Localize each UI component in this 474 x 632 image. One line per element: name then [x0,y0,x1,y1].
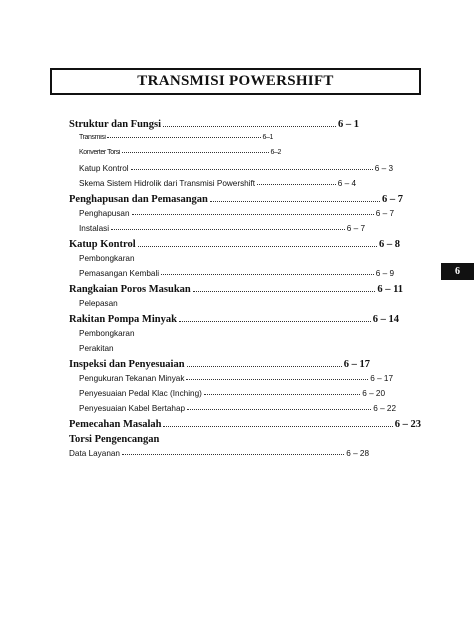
toc-entry-pemasangan-kembali[interactable]: Pemasangan Kembali 6 – 9 [79,269,394,278]
page-title: TRANSMISI POWERSHIFT [137,73,334,89]
dot-leader [204,394,360,395]
toc-entry-penyesuaian-kabel-bertahap[interactable]: Penyesuaian Kabel Bertahap 6 – 22 [79,404,396,413]
toc-entry-pemecahan-masalah[interactable]: Pemecahan Masalah 6 – 23 [69,419,421,430]
dot-leader [187,366,342,367]
toc-entry-inspeksi-dan-penyesuaian[interactable]: Inspeksi dan Penyesuaian 6 – 17 [69,359,370,370]
toc-entry-perakitan[interactable]: Perakitan [79,344,114,353]
toc-entry-penghapusan[interactable]: Penghapusan 6 – 7 [79,209,394,218]
dot-leader [163,126,336,127]
toc-entry-pengukuran-tekanan-minyak[interactable]: Pengukuran Tekanan Minyak 6 – 17 [79,374,393,383]
dot-leader [179,321,371,322]
dot-leader [187,409,371,410]
toc-entry-katup-kontrol-sub[interactable]: Katup Kontrol 6 – 3 [79,164,393,173]
toc-entry-katup-kontrol[interactable]: Katup Kontrol 6 – 8 [69,239,400,250]
toc-entry-skema-sistem-hidrolik[interactable]: Skema Sistem Hidrolik dari Transmisi Powershift 6 – 4 [79,179,356,188]
toc-entry-penyesuaian-pedal-klac[interactable]: Penyesuaian Pedal Klac (Inching) 6 – 20 [79,389,385,398]
dot-leader [257,184,336,185]
toc-entry-pembongkaran[interactable]: Pembongkaran [79,254,135,263]
dot-leader [193,291,376,292]
dot-leader [210,201,380,202]
dot-leader [111,229,345,230]
dot-leader [132,214,374,215]
toc-entry-konverter-torsi[interactable]: Konverter Torsi 6–2 [79,149,281,156]
dot-leader [131,169,373,170]
toc-entry-transmisi[interactable]: Transmisi 6–1 [79,134,273,141]
toc-entry-penghapusan-dan-pemasangan[interactable]: Penghapusan dan Pemasangan 6 – 7 [69,194,403,205]
toc-entry-pembongkaran-2[interactable]: Pembongkaran [79,329,135,338]
toc-entry-pelepasan[interactable]: Pelepasan [79,299,118,308]
chapter-tab: 6 [441,263,474,280]
toc-entry-data-layanan[interactable]: Data Layanan 6 – 28 [69,449,369,458]
toc-entry-torsi-pengencangan[interactable]: Torsi Pengencangan [69,434,160,445]
toc-entry-rakitan-pompa-minyak[interactable]: Rakitan Pompa Minyak 6 – 14 [69,314,399,325]
dot-leader [138,246,377,247]
dot-leader [122,152,269,153]
dot-leader [107,137,260,138]
dot-leader [122,454,344,455]
dot-leader [161,274,374,275]
toc-entry-rangkaian-poros-masukan[interactable]: Rangkaian Poros Masukan 6 – 11 [69,284,403,295]
toc-entry-struktur-dan-fungsi[interactable]: Struktur dan Fungsi 6 – 1 [69,119,359,130]
dot-leader [163,426,392,427]
dot-leader [186,379,368,380]
toc-entry-instalasi[interactable]: Instalasi 6 – 7 [79,224,365,233]
